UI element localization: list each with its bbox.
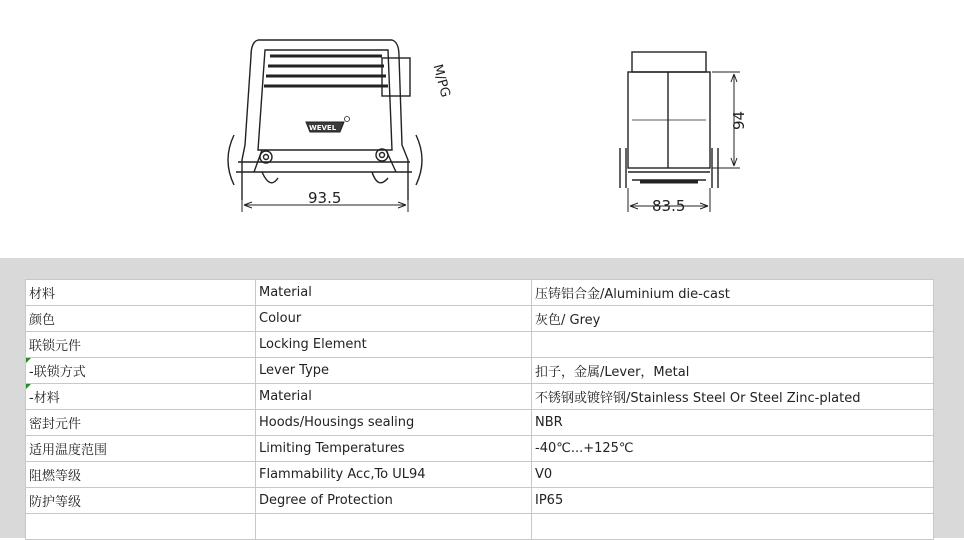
cell-chinese-label — [26, 514, 256, 540]
cell-value: -40℃...+125℃ — [532, 436, 934, 462]
cell-chinese-label: 密封元件 — [26, 410, 256, 436]
cell-value: 不锈钢或镀锌钢/Stainless Steel Or Steel Zinc-plated — [532, 384, 934, 410]
table-row — [26, 306, 934, 332]
technical-drawing-area — [0, 0, 964, 258]
table-row — [26, 436, 934, 462]
cell-chinese-label: 适用温度范围 — [26, 436, 256, 462]
cell-english-label — [256, 514, 532, 540]
table-row — [26, 410, 934, 436]
hood-side-view — [620, 52, 740, 212]
table-row — [26, 280, 934, 306]
cell-chinese-label: 防护等级 — [26, 488, 256, 514]
cell-chinese-label: 颜色 — [26, 306, 256, 332]
cell-chinese-label: -材料 — [26, 384, 256, 410]
cell-value: 压铸铝合金/Aluminium die-cast — [532, 280, 934, 306]
table-row — [26, 332, 934, 358]
front-width-dimension: 93.5 — [308, 189, 342, 207]
table-row — [26, 384, 934, 410]
cell-english-label: Hoods/Housings sealing — [256, 410, 532, 436]
table-row — [26, 462, 934, 488]
table-row — [26, 514, 934, 540]
cell-english-label: Locking Element — [256, 332, 532, 358]
cell-chinese-label: 材料 — [26, 280, 256, 306]
cable-entry-label: M/PG — [429, 62, 453, 100]
cell-value — [532, 332, 934, 358]
cell-value: IP65 — [532, 488, 934, 514]
cell-english-label: Colour — [256, 306, 532, 332]
cell-english-label: Limiting Temperatures — [256, 436, 532, 462]
table-row — [26, 358, 934, 384]
table-row — [26, 488, 934, 514]
cell-english-label: Material — [256, 280, 532, 306]
spec-table — [25, 279, 934, 540]
side-height-dimension: 94 — [730, 110, 748, 130]
cell-english-label: Lever Type — [256, 358, 532, 384]
brand-logo-text: WEVEL — [309, 124, 337, 132]
side-width-dimension: 83.5 — [652, 197, 686, 215]
cell-value: NBR — [532, 410, 934, 436]
cell-english-label: Degree of Protection — [256, 488, 532, 514]
cell-value — [532, 514, 934, 540]
cell-chinese-label: 阻燃等级 — [26, 462, 256, 488]
technical-drawing — [0, 0, 964, 258]
cell-chinese-label: 联锁元件 — [26, 332, 256, 358]
cell-value: V0 — [532, 462, 934, 488]
cell-value: 灰色/ Grey — [532, 306, 934, 332]
cell-english-label: Flammability Acc,To UL94 — [256, 462, 532, 488]
cell-chinese-label: -联锁方式 — [26, 358, 256, 384]
cell-english-label: Material — [256, 384, 532, 410]
spec-table-panel — [0, 258, 964, 538]
cell-value: 扣子，金属/Lever，Metal — [532, 358, 934, 384]
